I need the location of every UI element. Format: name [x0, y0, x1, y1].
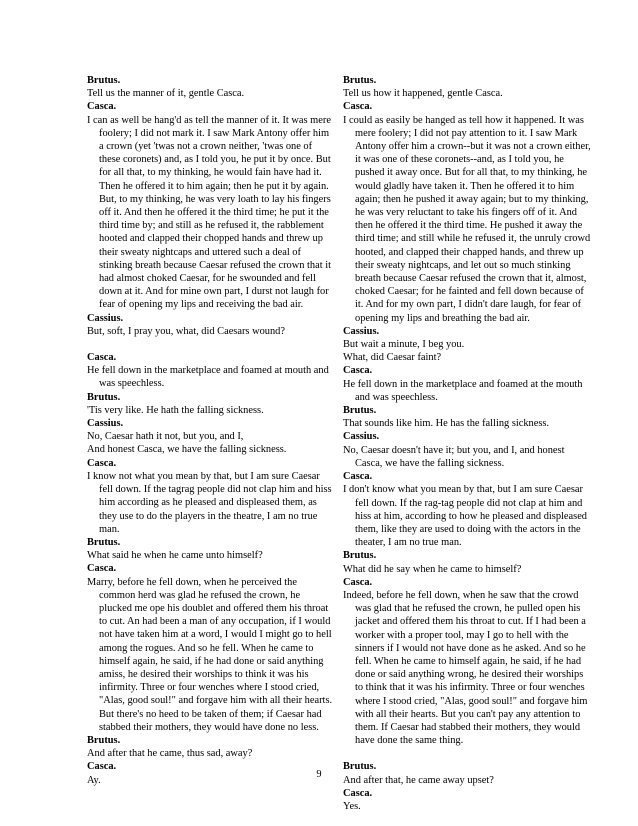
speaker-name: Casca.	[343, 101, 373, 113]
dialogue-line: 'Tis very like. He hath the falling sickness.	[87, 404, 264, 416]
dialogue-line: I can as well be hang'd as tell the manner of it. It was mere foolery; I did not mark it. I saw Mark Antony offer him a crown (yet 'twas not a crown neither, 'twas one of these coronets) and, as I told you, he put it by once. But for all that, to my thinking, he would fain have had it. Then he offered it to him again; then he put it by again. But, to my thinking, he was very loath to lay his fingers off it. And then he offered it the third time; he put it the third time by; and still as he refused it, the rabblement hooted and clapped their chopped hands and threw up their sweaty nightcaps and uttered such a deal of stinking breath because Caesar refused the crown that it had almost choked Caesar, for he swounded and fell down at it. And for mine own part, I durst not laugh for fear of opening my lips and receiving the bad air.	[87, 114, 331, 311]
dialogue-line: But wait a minute, I beg you.	[343, 339, 465, 351]
dialogue-block	[87, 417, 333, 457]
dialogue-line: He fell down in the marketplace and foamed at the mouth and was speechless.	[343, 378, 583, 403]
speaker-name: Cassius.	[87, 418, 124, 430]
speaker-name: Casca.	[343, 471, 373, 483]
speaker-name: Brutus.	[343, 405, 377, 417]
speaker-name: Casca.	[87, 352, 117, 364]
speaker-name: Brutus.	[343, 550, 377, 562]
dialogue-line: He fell down in the marketplace and foamed at mouth and was speechless.	[87, 365, 329, 390]
dialogue-block	[87, 457, 333, 536]
dialogue-block	[87, 734, 333, 760]
dialogue-line: Tell us the manner of it, gentle Casca.	[87, 88, 245, 100]
dialogue-block	[87, 562, 333, 734]
dialogue-block	[343, 549, 593, 575]
dialogue-block	[343, 404, 593, 430]
dialogue-block	[343, 430, 593, 470]
dialogue-line: I don't know what you mean by that, but I am sure Caesar fell down. If the rag-tag people did not clap at him and hiss at him, according to how he pleased and displeased them, like they are used to doing with the actors in the theater, I am no true man.	[343, 484, 587, 549]
speaker-name: Brutus.	[87, 75, 121, 86]
speaker-name: Casca.	[343, 576, 373, 588]
speaker-name: Cassius.	[343, 325, 380, 337]
dialogue-line: And after that he came, thus sad, away?	[87, 748, 253, 760]
dialogue-block	[87, 74, 333, 100]
dialogue-block	[87, 351, 333, 391]
paragraph-gap	[343, 747, 593, 760]
dialogue-line: I could as easily be hanged as tell how it happened. It was mere foolery; I did not pay attention to it. I saw Mark Antony offer him a crown--but it was not a crown either, it was one of these coronets--and, as I told you, he pushed it away once. But for all that, to my thinking, he would gladly have taken it. Then he offered it to him again; then he pushed it away again; but to my thinking, he was very reluctant to take his fingers off of it. And then he offered it the third time. He pushed it away the third time; and still while he refused it, the unruly crowd hooted, and clapped their chapped hands, and threw up their sweaty nightcaps, and let out so much stinking breath because Caesar refused the crown that it, almost, choked Caesar; for he fainted and fell down because of it. And for my own part, I didn't dare laugh, for fear of opening my lips and breathing the bad air.	[343, 114, 591, 324]
paragraph-gap	[87, 338, 333, 351]
dialogue-line: Indeed, before he fell down, when he saw that the crowd was glad that he refused the crown, he pulled open his jacket and offered them his throat to cut. If I had been a worker with a proper tool, may I go to hell with the sinners if I would not have done as he asked. And so he fell. When he came to himself again, he said, if he had done or said anything wrong, he desired their worships to think that it was his infirmity. Three or four wenches where I stood cried, "Alas, good soul!" and forgave him with all their hearts. But you can't pay any attention to them. If Caesar had stabbed their mothers, they would have done the same thing.	[343, 589, 588, 747]
speaker-name: Cassius.	[87, 312, 124, 324]
speaker-name: Casca.	[343, 365, 373, 377]
page-number: 9	[316, 769, 322, 780]
dialogue-block	[343, 470, 593, 549]
dialogue-line: No, Caesar doesn't have it; but you, and I, and honest Casca, we have the falling sickness.	[343, 444, 565, 469]
speaker-name: Casca.	[87, 101, 117, 113]
speaker-name: Brutus.	[343, 75, 377, 86]
dialogue-line: What, did Caesar faint?	[343, 352, 442, 364]
dialogue-line: What said he when he came unto himself?	[87, 550, 263, 562]
dialogue-block	[343, 325, 593, 365]
modern-translation-column	[343, 74, 593, 813]
dialogue-block	[87, 100, 333, 311]
dialogue-block	[343, 787, 593, 813]
dialogue-line: That sounds like him. He has the falling sickness.	[343, 418, 550, 430]
dialogue-line: Tell us how it happened, gentle Casca.	[343, 88, 503, 100]
original-text-column	[87, 74, 333, 787]
dialogue-line: I know not what you mean by that, but I am sure Caesar fell down. If the tagrag people did not clap him and hiss him according as he pleased and displeased them, as they use to do the players in the theatre, I am no true man.	[87, 470, 332, 535]
dialogue-line: No, Caesar hath it not, but you, and I,	[87, 431, 244, 443]
dialogue-block	[343, 100, 593, 324]
dialogue-line: Ay.	[87, 774, 101, 786]
dialogue-block	[87, 391, 333, 417]
dialogue-block	[87, 312, 333, 338]
speaker-name: Brutus.	[87, 536, 121, 548]
speaker-name: Casca.	[87, 761, 117, 773]
dialogue-block	[343, 576, 593, 748]
speaker-name: Casca.	[343, 787, 373, 799]
dialogue-line: But, soft, I pray you, what, did Caesars wound?	[87, 325, 285, 337]
dialogue-line: And after that, he came away upset?	[343, 774, 494, 786]
speaker-name: Casca.	[87, 563, 117, 575]
speaker-name: Brutus.	[343, 761, 377, 773]
dialogue-line: And honest Casca, we have the falling sickness.	[87, 444, 287, 456]
dialogue-line: Yes.	[343, 800, 361, 812]
dialogue-block	[343, 364, 593, 404]
speaker-name: Casca.	[87, 457, 117, 469]
dialogue-line: What did he say when he came to himself?	[343, 563, 522, 575]
speaker-name: Brutus.	[87, 734, 121, 746]
dialogue-block	[87, 536, 333, 562]
dialogue-block	[343, 74, 593, 100]
speaker-name: Cassius.	[343, 431, 380, 443]
speaker-name: Brutus.	[87, 391, 121, 403]
dialogue-line: Marry, before he fell down, when he perceived the common herd was glad he refused the crown, he plucked me ope his doublet and offered them his throat to cut. An had been a man of any occupation, if I would not have taken him at a word, I would I might go to hell among the rogues. And so he fell. When he came to himself again, he said, if he had done or said anything amiss, he desired their worships to think it was his infirmity. Three or four wenches where I stood cried, "Alas, good soul!" and forgave him with all their hearts. But there's no heed to be taken of them; if Caesar had stabbed their mothers, they would have done no less.	[87, 576, 333, 733]
